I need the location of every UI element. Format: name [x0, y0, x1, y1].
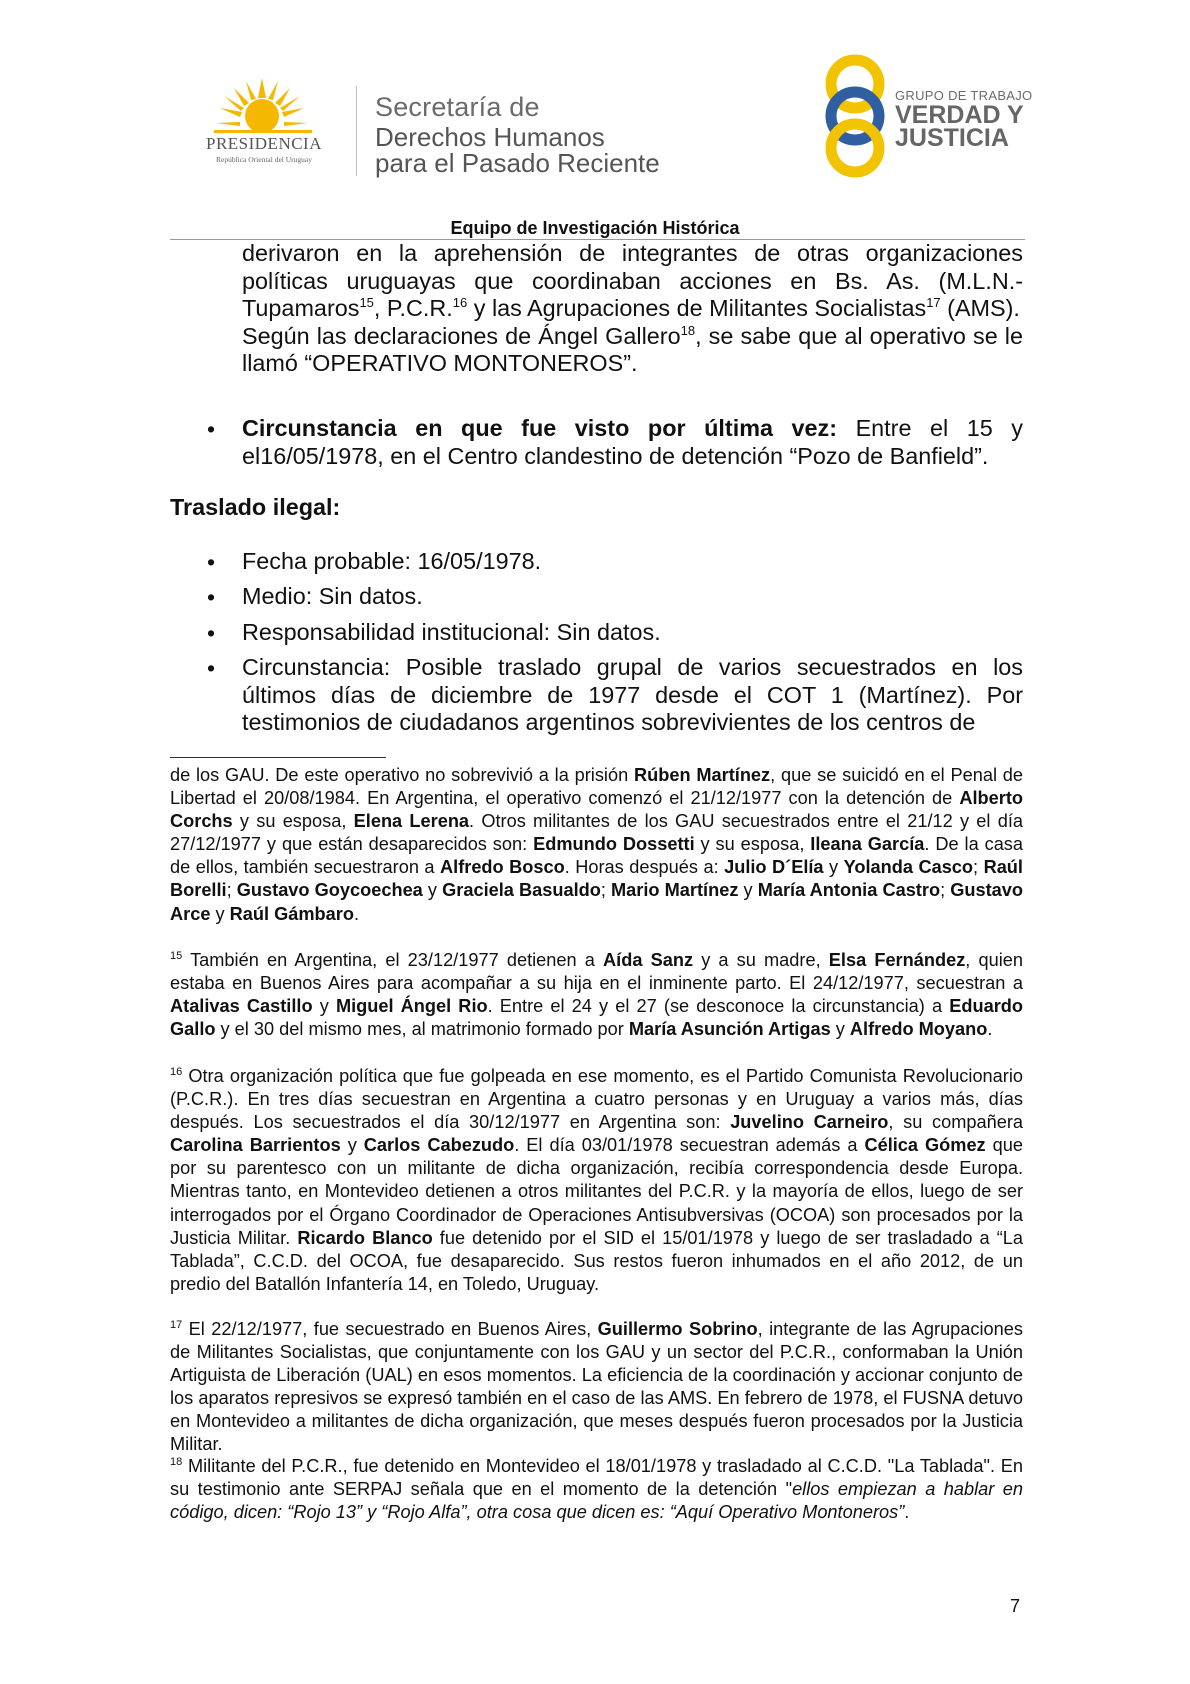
bold-name: Guillermo Sobrino — [597, 1319, 758, 1339]
continuation-text-1: derivaron en la aprehensión de integrantes de otras organizaciones políticas uruguayas que coordinaban acciones en Bs. As. (M.L.N.-Tupamaros — [242, 240, 1023, 322]
continuation-text-3: y las Agrupaciones de Militantes Socialistas — [467, 295, 927, 322]
footnote-number: 18 — [170, 1455, 183, 1468]
bold-name: Gustavo Arce — [170, 880, 1023, 924]
footnote-text: El 22/12/1977, fue secuestrado en Buenos Aires, — [182, 1319, 598, 1339]
traslado-item: Responsabilidad institucional: Sin datos. — [242, 619, 661, 645]
bold-name: Ileana García — [810, 834, 925, 855]
bold-name: Rúben Martínez — [634, 765, 771, 785]
bold-name: Juvelino Carneiro — [730, 1112, 889, 1133]
presidencia-subtitle: República Oriental del Uruguay — [215, 155, 312, 164]
bold-name: Edmundo Dossetti — [533, 834, 695, 855]
footnote-ref-18[interactable]: 18 — [680, 322, 696, 338]
footnote-text: y — [210, 903, 230, 924]
footnote-text: . El día 03/01/1978 secuestran además a — [514, 1135, 865, 1156]
bullet-icon: • — [207, 655, 216, 681]
bold-name: Carlos Cabezudo — [363, 1135, 515, 1156]
footnote-text: . Horas después a: — [564, 857, 725, 878]
footnote-text: y su esposa, — [694, 834, 811, 855]
footnote-text: y — [340, 1135, 364, 1156]
bullet-icon: • — [207, 584, 216, 610]
bold-name: Eduardo Gallo — [170, 996, 1023, 1040]
bold-name: Célica Gómez — [864, 1135, 986, 1156]
bold-name: Raúl Borelli — [170, 857, 1023, 901]
footnote-text: , su compañera — [888, 1112, 1023, 1133]
footnote-text: y a su madre, — [693, 950, 829, 970]
traslado-heading: Traslado ilegal: — [170, 494, 341, 520]
footnote-text: ; — [940, 880, 951, 901]
footnote-16 — [170, 1065, 1023, 1296]
bold-name: Mario Martínez — [611, 880, 739, 901]
footnote-text: de los GAU. De este operativo no sobrevivió a la prisión — [170, 765, 634, 785]
bold-name: Aída Sanz — [603, 950, 694, 970]
bold-name: María Antonia Castro — [757, 880, 941, 901]
footnote-number: 17 — [170, 1318, 183, 1331]
bold-name: Graciela Basualdo — [442, 880, 601, 901]
bold-name: Julio D´Elía — [724, 857, 824, 878]
continuation-text-5: Según las declaraciones de Ángel Gallero — [242, 322, 681, 349]
footnote-text: ; — [600, 880, 612, 901]
footnote-text: . De la casa de ellos, también secuestraron a — [170, 834, 1024, 878]
footnote-continuation — [170, 764, 1023, 926]
presidencia-logo — [194, 78, 352, 176]
bold-name: Atalivas Castillo — [170, 996, 313, 1017]
bold-name: María Asunción Artigas — [628, 1019, 831, 1040]
footnote-18 — [170, 1455, 1023, 1524]
footnote-text: y — [830, 1019, 850, 1040]
footnote-text: También en Argentina, el 23/12/1977 detienen a — [182, 950, 604, 970]
bold-name: Elsa Fernández — [828, 950, 966, 970]
footnote-separator — [170, 757, 386, 758]
traslado-item: Medio: Sin datos. — [242, 583, 423, 609]
footnote-text: . — [987, 1019, 993, 1040]
footnote-number: 16 — [170, 1065, 183, 1078]
secretaria-line-1: Secretaría de — [375, 92, 540, 122]
footnote-text: Militante del P.C.R., fue detenido en Montevideo el 18/01/1978 y trasladado al C.C.D. "La Tablada". En su testimonio ante SERPAJ señala que en el momento de la detención " — [170, 1456, 1023, 1500]
bold-name: Alfredo Bosco — [440, 857, 565, 878]
bold-name: Alfredo Moyano — [849, 1019, 988, 1040]
bold-name: Alberto Corchs — [170, 788, 1023, 832]
footnote-text: . — [353, 903, 360, 924]
bold-name: Ricardo Blanco — [297, 1227, 433, 1248]
footnote-ref-17[interactable]: 17 — [926, 295, 941, 311]
traslado-item: Circunstancia: Posible traslado grupal de varios secuestrados en los últimos días de diciembre de 1977 desde el COT 1 (Martínez). Por testimonios de ciudadanos argentinos sobrevivientes de los centros de — [242, 654, 1023, 736]
team-heading: Equipo de Investigación Histórica — [450, 218, 740, 238]
circunstancia-label: Circunstancia en que fue visto por última vez: — [242, 415, 838, 441]
bullet-icon: • — [207, 620, 216, 646]
footnote-text: . Otros militantes de los GAU secuestrados entre el 21/12 y el día 27/12/1977 y que están desaparecidos son: — [170, 811, 1023, 855]
footnote-17 — [170, 1318, 1023, 1457]
footnote-text: y — [823, 857, 844, 878]
header-divider — [356, 86, 357, 176]
bullet-icon: • — [207, 549, 216, 575]
bold-name: Raúl Gámbaro — [229, 903, 354, 924]
footnote-text: . Entre el 24 y el 27 (se desconoce la circunstancia) a — [487, 996, 950, 1017]
footnote-ref-15[interactable]: 15 — [359, 295, 374, 311]
footnote-text: y su esposa, — [232, 811, 354, 832]
secretaria-line-2: Derechos Humanos — [375, 122, 605, 152]
footnote-text: . — [904, 1502, 910, 1523]
continuation-text-6: , se sabe que al operativo se le llamó “OPERATIVO MONTONEROS”. — [242, 322, 1024, 377]
verdad-label: VERDAD Y — [895, 101, 1024, 129]
footnote-number: 15 — [170, 949, 183, 962]
paragraph-continuation — [242, 240, 1023, 378]
bold-name: Miguel Ángel Rio — [335, 996, 488, 1017]
page-number: 7 — [1010, 1596, 1021, 1616]
grupo-trabajo-label: GRUPO DE TRABAJO — [895, 88, 1033, 103]
footnote-text: Otra organización política que fue golpeada en ese momento, es el Partido Comunista Revolucionario (P.C.R.). En tres días secuestran en Argentina a cuatro personas y en Uruguay a varios más, días después. Los secuestrados el día 30/12/1977 en Argentina son: — [170, 1066, 1023, 1133]
footnote-text: ; — [226, 880, 237, 901]
continuation-text-4: (AMS). — [940, 295, 1020, 322]
circunstancia-text: Entre el 15 y el16/05/1978, en el Centro clandestino de detención “Pozo de Banfield”. — [242, 415, 1023, 469]
continuation-text-2: , P.C.R. — [373, 295, 453, 322]
footnote-text: y el 30 del mismo mes, al matrimonio formado por — [215, 1019, 629, 1040]
bold-name: Elena Lerena — [353, 811, 470, 832]
bold-name: Gustavo Goycoechea — [236, 880, 423, 901]
footnote-15 — [170, 949, 1023, 1041]
bullet-icon: • — [207, 416, 216, 442]
bold-name: Yolanda Casco — [843, 857, 974, 878]
footnote-text: fue detenido por el SID el 15/01/1978 y luego de ser trasladado a “La Tablada”, C.C.D. del OCOA, fue desaparecido. Sus restos fueron inhumados en el año 2012, de un predio del Batallón Infantería 14, en Toledo, Uruguay. — [170, 1227, 1023, 1294]
footnote-text: , integrante de las Agrupaciones de Militantes Socialistas, que conjuntamente con los GAU y un sector del P.C.R., conformaban la Unión Artiguista de Liberación (UAL) en esos momentos. La eficiencia de la coordinación y accionar conjunto de los aparatos represivos se expresó también en el caso de las AMS. En febrero de 1978, el FUSNA detuvo en Montevideo a militantes de dicha organización, que meses después fueron procesados por la Justicia Militar. — [170, 1319, 1023, 1455]
circunstancia-item — [242, 415, 1023, 470]
footnote-text: y — [738, 880, 758, 901]
footnote-text: , quien estaba en Buenos Aires para acompañar a su hija en el inminente parto. El 24/12/1977, secuestran a — [170, 950, 1023, 994]
justicia-label: JUSTICIA — [895, 124, 1009, 152]
footnote-text: ; — [973, 857, 984, 878]
presidencia-title: PRESIDENCIA — [205, 134, 322, 153]
quoted-testimony: ellos empiezan a hablar en código, dicen: “Rojo 13” y “Rojo Alfa”, otra cosa que dicen es: “Aquí Operativo Montoneros” — [170, 1479, 1023, 1523]
bold-name: Carolina Barrientos — [170, 1135, 341, 1156]
footnote-text: y — [312, 996, 336, 1017]
secretaria-line-3: para el Pasado Reciente — [375, 148, 660, 178]
footnote-text: , que se suicidó en el Penal de Libertad el 20/08/1984. En Argentina, el operativo comenzó el 21/12/1977 con la detención de — [170, 765, 1023, 809]
footnote-text: que por su parentesco con un militante de dicha organización, recibía correspondencia desde Europa. Mientras tanto, en Montevideo detienen a otros militantes del P.C.R. y la mayoría de ellos, luego de ser interrogados por el Órgano Coordinador de Operaciones Antisubversivas (OCOA) son procesados por la Justicia Militar. — [170, 1135, 1023, 1248]
footnote-text: y — [422, 880, 443, 901]
traslado-item: Fecha probable: 16/05/1978. — [242, 548, 542, 574]
footnote-ref-16[interactable]: 16 — [452, 295, 468, 311]
